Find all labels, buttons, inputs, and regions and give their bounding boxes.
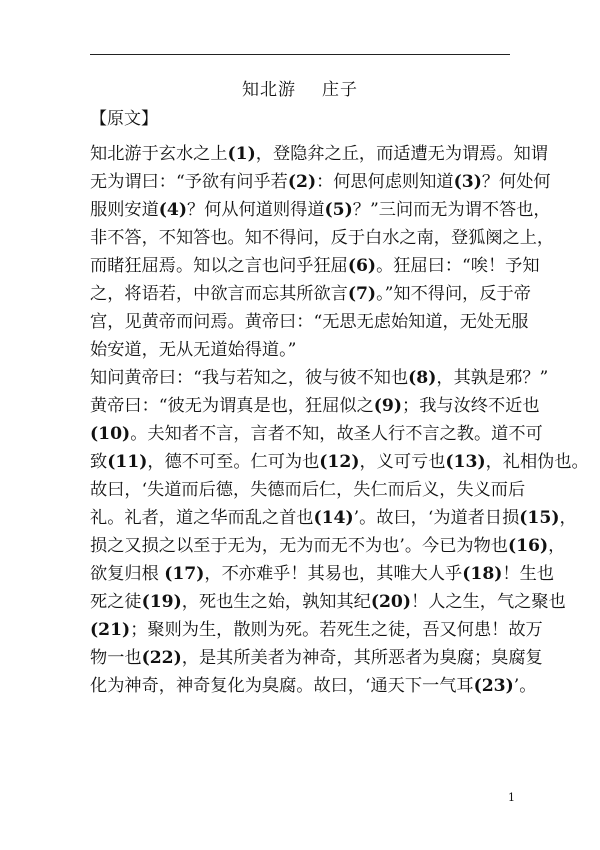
footnote-marker: (3) [453,172,482,192]
text-line [90,616,543,644]
text-segment: 知北游于玄水之上 [90,144,228,164]
text-line [90,532,566,560]
text-segment: ，义可亏也 [359,452,446,472]
text-segment: 始安道，无从无道始得道。” [90,340,297,360]
text-segment: ？何从何道则得道 [187,200,325,220]
text-segment: 服则安道 [90,200,159,220]
text-segment: ；我与汝终不近也 [402,396,540,416]
footnote-marker: (14) [313,508,354,528]
page-number: 1 [508,791,515,804]
text-line [90,504,577,532]
text-line [90,196,551,224]
text-segment: 死之徒 [90,592,142,612]
footnote-marker: (20) [370,592,412,612]
text-line [90,420,543,448]
footnote-marker: (5) [324,200,353,220]
text-segment: ！生也 [502,564,554,584]
text-segment: ；聚则为生，散则为死。若死生之徒，吾又何患！故万 [130,620,543,640]
text-line [90,280,531,308]
footnote-marker: (11) [107,452,148,472]
text-segment: 之，将语若，中欲言而忘其所欲言 [90,284,348,304]
text-line [90,364,549,392]
text-line [90,252,540,280]
section-heading: 【原文】 [90,109,158,129]
text-segment: 化为神奇，神奇复化为臭腐。故曰，‘通天下一气耳 [90,676,474,696]
footnote-marker: (8) [408,368,437,388]
text-segment: ？”三问而无为谓不答也， [352,200,551,220]
title-text: 知北游 [242,80,296,100]
text-line [90,224,555,252]
footnote-marker: (19) [141,592,182,612]
text-segment: ，礼相伪也。 [485,452,589,472]
text-segment: 欲复归根 [90,564,165,584]
footnote-marker: (17) [164,564,205,584]
footnote-marker: (13) [445,452,486,472]
footnote-marker: (12) [319,452,360,472]
footnote-marker: (16) [507,536,549,556]
text-segment: ， [559,508,577,528]
text-segment: 故曰，‘失道而后德，失德而后仁，失仁而后义，失义而后 [90,480,526,500]
text-segment: ，其孰是邪？” [436,368,549,388]
author-text: 庄子 [322,80,358,100]
text-segment: ，死也生之始，孰知其纪 [181,592,371,612]
text-line [90,168,551,196]
text-line [90,308,529,336]
footnote-marker: (1) [227,144,256,164]
text-segment: 致 [90,452,108,472]
text-line [90,560,554,588]
text-segment: 非不答，不知答也。知不得问，反于白水之南，登狐阕之上， [90,228,555,248]
text-line [90,644,543,672]
footnote-marker: (9) [373,396,403,416]
text-segment: ，不亦难乎！其易也，其唯大人乎 [204,564,463,584]
footnote-marker: (10) [90,424,131,444]
text-segment: 无为谓曰：“予欲有问乎若 [90,172,288,192]
text-segment: 而睹狂屈焉。知以之言也问乎狂屈 [90,256,348,276]
text-line [90,140,548,168]
text-segment: ！人之生，气之聚也 [411,592,566,612]
text-segment: 黄帝曰：“彼无为谓真是也，狂屈似之 [90,396,374,416]
footnote-marker: (4) [158,200,187,220]
footnote-marker: (21) [90,620,131,640]
text-segment: 物一也 [90,648,142,668]
text-segment: 损之又损之以至于无为，无为而无不为也’。今已为物也 [90,536,508,556]
text-segment: 。狂屈曰：“唉！予知 [376,256,540,276]
text-segment: 。”知不得问，反于帝 [376,284,531,304]
text-line [90,392,540,420]
text-segment: ’。故曰，‘为道者日损 [353,508,520,528]
text-segment: ’。 [513,676,537,696]
text-segment: ：何思何虑则知道 [316,172,454,192]
footnote-marker: (18) [462,564,503,584]
text-segment: 。夫知者不言，言者不知，故圣人行不言之教。道不可 [130,424,543,444]
text-segment: 知问黄帝曰：“我与若知之，彼与彼不知也 [90,368,409,388]
footnote-marker: (15) [519,508,560,528]
text-line [90,336,520,364]
footnote-marker: (7) [347,284,377,304]
footnote-marker: (23) [473,676,514,696]
footnote-marker: (22) [141,648,182,668]
text-segment: ，是其所美者为神奇，其所恶者为臭腐；臭腐复 [181,648,543,668]
text-segment: ？何处何 [481,172,551,192]
text-segment: ，登隐弅之丘，而适遭无为谓焉。知谓 [255,144,548,164]
footnote-marker: (2) [287,172,317,192]
text-line [90,476,526,504]
text-segment: ， [548,536,566,556]
text-segment: ，德不可至。仁可为也 [147,452,320,472]
original-text-body [90,140,589,700]
footnote-marker: (6) [347,256,377,276]
text-segment: 宫，见黄帝而问焉。黄帝曰：“无思无虑始知道，无处无服 [90,312,529,332]
text-line [90,588,566,616]
text-segment: 礼。礼者，道之华而乱之首也 [90,508,314,528]
header-rule [90,54,510,55]
page-title [0,80,600,100]
text-line [90,672,537,700]
text-line [90,448,589,476]
